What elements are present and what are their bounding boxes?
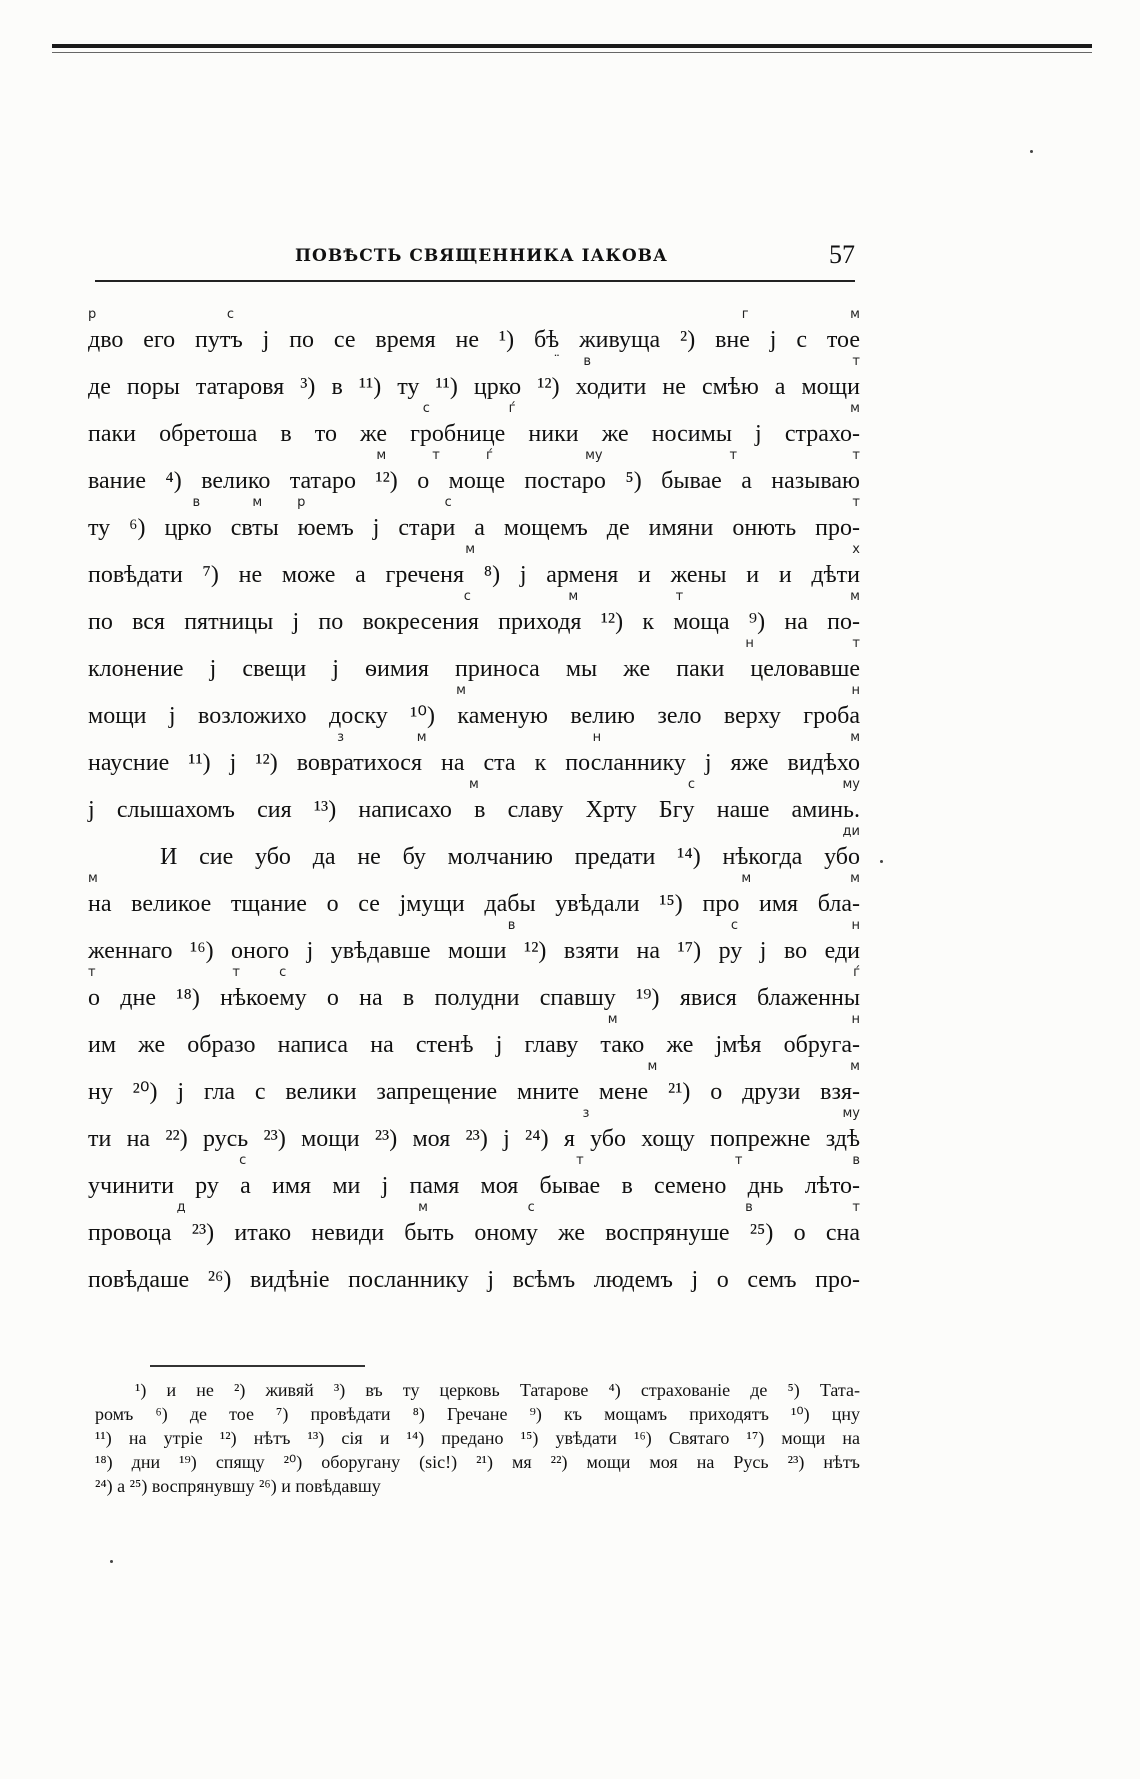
footnote-line: ромъ ⁶) де тое ⁷) провѣдати ⁸) Гречане ⁹) къ мощамъ приходятъ ¹⁰) цну <box>95 1404 860 1424</box>
superscript-letters <box>88 1248 860 1262</box>
text-line: м н им же образо написа на стенѣ ј главу тако же јмѣя обруга- <box>88 1012 860 1058</box>
superscript-letters: в м р с т <box>88 495 860 510</box>
text-line: в с н женнаго ¹⁶) оного ј увѣдавше моши ¹²) взяти на ¹⁷) ру ј во еди <box>88 918 860 964</box>
text-line: д м с в т провоца ²³) итако невиди быть оному же воспрянуше ²⁵) о сна <box>88 1200 860 1246</box>
footnote-line: ²⁴) а ²⁵) воспрянувшу ²⁶) и повѣдавшу <box>95 1476 381 1496</box>
superscript-letters: м н <box>88 1012 860 1027</box>
superscript-letters: т т с ѓ <box>88 965 860 980</box>
superscript-letters: н т <box>88 636 860 651</box>
text-line: м м ну ²⁰) ј гла с велики запрещение мните мене ²¹) о друзи взя- <box>88 1059 860 1105</box>
superscript-letters: с м т м <box>88 589 860 604</box>
superscript-letters: с ѓ м <box>88 401 860 416</box>
superscript-letters: р с г м <box>88 307 860 322</box>
page-number: 57 <box>829 240 855 269</box>
superscript-letters: м н <box>88 683 860 698</box>
text-line: в м р с т ту ⁶) црко свты юемъ ј стари а мощемъ де имяни онють про- <box>88 495 860 541</box>
superscript-letters: м т ѓ му т т <box>88 448 860 463</box>
superscript-letters: з му <box>88 1106 860 1121</box>
footnote-line: ¹) и не ²) живяй ³) въ ту церковь Татарове ⁴) страхованіе де ⁵) Тата- <box>135 1380 860 1400</box>
text-line: м н мощи ј возложихо доску ¹⁰) каменую велию зело верху гроба <box>88 683 860 729</box>
top-border-rule <box>52 44 1092 48</box>
text-line: с т т в учинити ру а имя ми ј памя моя бывае в семено днь лѣто- <box>88 1153 860 1199</box>
text-line: з му ти на ²²) русь ²³) мощи ²³) моя ²³) ј ²⁴) я убо хощу попрежне здѣ <box>88 1106 860 1152</box>
superscript-letters: ̈ в т <box>88 354 860 369</box>
text-line: повѣдаше ²⁶) видѣніе посланнику ј всѣмъ людемъ ј о семъ про- <box>88 1268 860 1292</box>
main-text <box>88 300 860 1292</box>
text-line: ̈ в т де поры татаровя ³) в ¹¹) ту ¹¹) црко ¹²) ходити не смѣю а мощи <box>88 354 860 400</box>
text-line: м с му ј слышахомъ сия ¹³) написахо в славу Хрту Бгу наше аминь. <box>88 777 860 823</box>
running-head <box>95 240 855 274</box>
superscript-letters: м х <box>88 542 860 557</box>
superscript-letters: с т т в <box>88 1153 860 1168</box>
superscript-letters: д м с в т <box>88 1200 860 1215</box>
superscript-letters: в с н <box>88 918 860 933</box>
footnotes <box>95 1378 860 1498</box>
superscript-letters: з м н м <box>88 730 860 745</box>
top-border-thin-rule <box>52 52 1092 53</box>
scan-speck <box>880 860 883 863</box>
footnote-separator <box>150 1365 365 1367</box>
superscript-letters: м с му <box>88 777 860 792</box>
superscript-letters: м м <box>88 1059 860 1074</box>
text-line: т т с ѓ о дне ¹⁸) нѣкоему о на в полудни спавшу ¹⁹) явися блаженны <box>88 965 860 1011</box>
footnote-line: ¹⁸) дни ¹⁹) спящу ²⁰) оборугану (sic!) ²¹) мя ²²) мощи моя на Русь ²³) нѣтъ <box>95 1452 860 1472</box>
running-title: ПОВѢСТЬ СВЯЩЕННИКА ІАКОВА <box>295 246 668 266</box>
text-line: м х повѣдати ⁷) не може а греченя ⁸) ј арменя и жены и и дѣти <box>88 542 860 588</box>
text-line: з м н м наусние ¹¹) ј ¹²) вовратихося на ста к посланнику ј яже видѣхо <box>88 730 860 776</box>
scan-speck <box>1030 150 1033 153</box>
footnote-line: ¹¹) на утріе ¹²) нѣтъ ¹³) сія и ¹⁴) предано ¹⁵) увѣдати ¹⁶) Святаго ¹⁷) мощи на <box>95 1428 860 1448</box>
running-head-rule <box>95 280 855 282</box>
superscript-letters: м м м <box>88 871 860 886</box>
text-line: р с г м дво его путъ ј по се время не ¹) бѣ живуща ²) вне ј с тое <box>88 307 860 353</box>
text-line: с м т м по вся пятницы ј по вокресения приходя ¹²) к моща ⁹) на по- <box>88 589 860 635</box>
text-line: н т клонение ј свещи ј ѳимия приноса мы же паки целовавше <box>88 636 860 682</box>
text-line: м м м на великое тщание о се јмущи дабы увѣдали ¹⁵) про имя бла- <box>88 871 860 917</box>
text-line: м т ѓ му т т вание ⁴) велико татаро ¹²) о моще постаро ⁵) бывае а называю <box>88 448 860 494</box>
scan-speck <box>110 1560 113 1563</box>
superscript-letters: ди <box>88 824 860 839</box>
paragraph-start-line: ди И сие убо да не бу молчанию предати ¹⁴) нѣкогда убо <box>88 824 860 870</box>
text-line: с ѓ м паки обретоша в то же гробнице ники же носимы ј страхо- <box>88 401 860 447</box>
